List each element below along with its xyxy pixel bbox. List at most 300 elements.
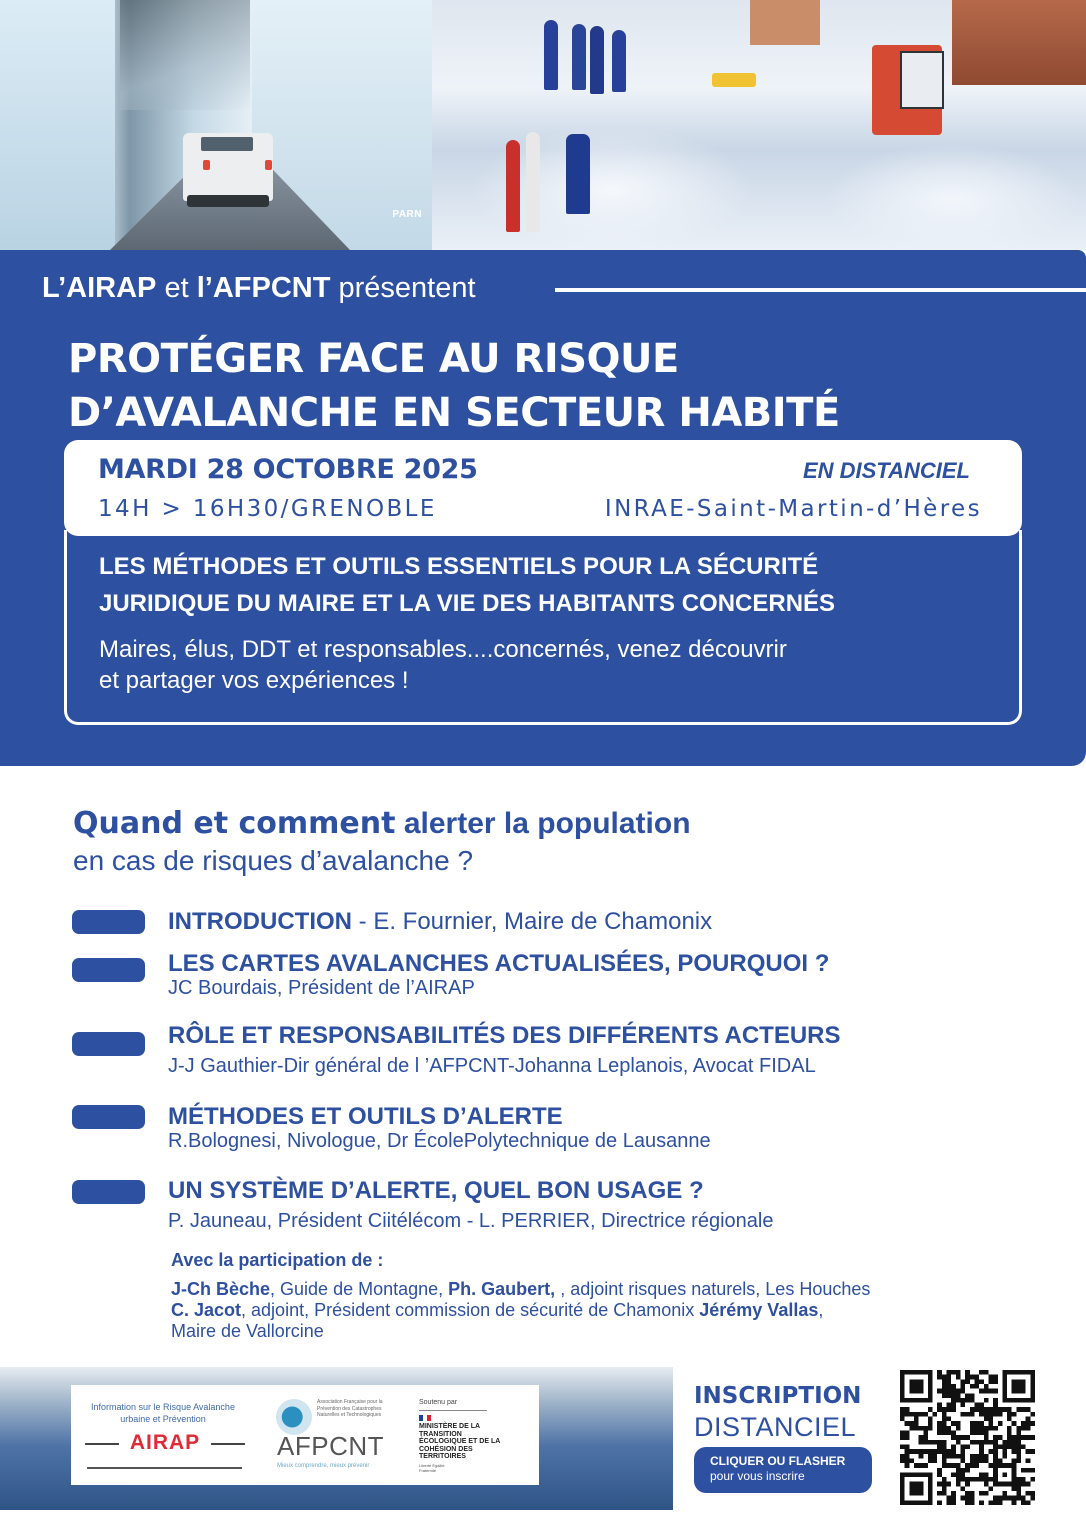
qr-module — [937, 1403, 942, 1408]
qr-module — [956, 1482, 961, 1487]
qr-module — [993, 1458, 998, 1463]
qr-module — [937, 1421, 942, 1426]
qr-module — [974, 1463, 979, 1468]
qr-module — [951, 1472, 956, 1477]
qr-module — [1021, 1426, 1026, 1431]
qr-module — [961, 1403, 966, 1408]
qr-module — [965, 1435, 970, 1440]
qr-module — [965, 1500, 970, 1505]
qr-module — [905, 1463, 910, 1468]
qr-module — [914, 1426, 919, 1431]
program-item-title: MÉTHODES ET OUTILS D’ALERTE — [168, 1103, 563, 1130]
qr-module — [1021, 1482, 1026, 1487]
qr-module — [909, 1482, 923, 1496]
afpcnt-logo: AFPCNT — [277, 1431, 384, 1461]
qr-module — [993, 1407, 998, 1412]
qr-module — [937, 1472, 942, 1477]
qr-module — [988, 1477, 993, 1482]
qr-module — [1007, 1435, 1012, 1440]
program-item-speaker: P. Jauneau, Président Ciitélécom - L. PERRIER, Directrice régionale — [168, 1210, 774, 1232]
qr-module — [951, 1393, 956, 1398]
program-item-speaker: - E. Fournier, Maire de Chamonix — [351, 908, 713, 935]
qr-module — [984, 1477, 989, 1482]
qr-module — [1030, 1449, 1035, 1454]
qr-module — [914, 1463, 919, 1468]
program-question-when: Quand — [73, 806, 183, 841]
qr-module — [900, 1454, 905, 1459]
qr-module — [928, 1440, 933, 1445]
qr-module — [1026, 1491, 1031, 1496]
qr-module — [961, 1398, 966, 1403]
event-venue: INRAE-Saint-Martin-d’Hères — [604, 496, 982, 522]
participants-label: Avec la participation de : — [171, 1250, 384, 1270]
qr-module — [951, 1463, 956, 1468]
qr-module — [956, 1421, 961, 1426]
qr-module — [937, 1370, 942, 1375]
photo-rescuer — [572, 24, 586, 90]
qr-module — [965, 1444, 970, 1449]
qr-module — [998, 1421, 1003, 1426]
qr-module — [919, 1440, 924, 1445]
qr-module — [909, 1421, 914, 1426]
photo-red-excavator — [872, 45, 942, 135]
qr-module — [961, 1477, 966, 1482]
program-item-title: LES CARTES AVALANCHES ACTUALISÉES, POURQUOI ? — [168, 950, 830, 977]
program-bullet — [72, 910, 145, 934]
registration-mode: DISTANCIEL — [694, 1412, 857, 1442]
event-time-place: 14H > 16H30/GRENOBLE — [98, 496, 437, 522]
qr-module — [937, 1468, 942, 1473]
qr-module — [1026, 1458, 1031, 1463]
qr-module — [1030, 1468, 1035, 1473]
qr-module — [988, 1389, 993, 1394]
qr-module — [993, 1496, 998, 1501]
participants-block — [171, 1250, 870, 1342]
qr-module — [900, 1417, 905, 1422]
airap-divider — [87, 1467, 242, 1469]
participant-role: , adjoint, Président commission de sécurité de Chamonix — [241, 1300, 700, 1320]
qr-module — [1021, 1421, 1026, 1426]
program-question-and: et — [182, 806, 239, 841]
qr-module — [1016, 1458, 1021, 1463]
program-question-subtitle: en cas de risques d’avalanche ? — [73, 845, 474, 876]
qr-module — [942, 1412, 947, 1417]
qr-module — [1021, 1468, 1026, 1473]
qr-module — [942, 1384, 947, 1389]
qr-module — [937, 1440, 942, 1445]
qr-module — [905, 1412, 910, 1417]
qr-module — [979, 1431, 984, 1436]
qr-module — [942, 1463, 947, 1468]
qr-module — [961, 1379, 966, 1384]
qr-module — [1026, 1468, 1031, 1473]
qr-module — [998, 1458, 1003, 1463]
qr-module — [965, 1379, 970, 1384]
qr-module — [970, 1407, 975, 1412]
registration-title: INSCRIPTION — [694, 1383, 862, 1409]
qr-module — [979, 1449, 984, 1454]
qr-module — [970, 1496, 975, 1501]
ministry-motto: Liberté Égalité Fraternité — [419, 1463, 445, 1473]
qr-module — [937, 1407, 942, 1412]
qr-module — [1007, 1444, 1012, 1449]
qr-module — [905, 1421, 910, 1426]
qr-module — [942, 1375, 947, 1380]
qr-module — [1012, 1458, 1017, 1463]
qr-module — [970, 1412, 975, 1417]
qr-module — [951, 1444, 956, 1449]
qr-module — [993, 1389, 998, 1394]
qr-module — [914, 1412, 919, 1417]
supported-by-label: Soutenu par — [419, 1399, 458, 1406]
qr-module — [928, 1454, 933, 1459]
qr-module — [1007, 1496, 1012, 1501]
qr-module — [937, 1482, 942, 1487]
qr-module — [947, 1417, 952, 1422]
qr-module — [979, 1491, 984, 1496]
qr-module — [979, 1421, 984, 1426]
qr-module — [970, 1500, 975, 1505]
qr-module — [961, 1472, 966, 1477]
qr-module — [1016, 1444, 1021, 1449]
qr-module — [961, 1435, 966, 1440]
qr-module — [900, 1444, 905, 1449]
qr-module — [914, 1449, 919, 1454]
qr-module — [988, 1440, 993, 1445]
register-button-sublabel: pour vous inscrire — [710, 1469, 805, 1483]
qr-module — [956, 1375, 961, 1380]
qr-module — [942, 1449, 947, 1454]
qr-module — [984, 1426, 989, 1431]
qr-module — [998, 1444, 1003, 1449]
qr-module — [956, 1468, 961, 1473]
qr-module — [947, 1379, 952, 1384]
qr-module — [961, 1496, 966, 1501]
qr-module — [1021, 1435, 1026, 1440]
photo-credit: PARN — [392, 209, 422, 220]
qr-module — [1012, 1421, 1017, 1426]
qr-module — [923, 1440, 928, 1445]
event-title — [68, 332, 840, 440]
event-date: MARDI 28 OCTOBRE 2025 — [98, 454, 478, 485]
qr-module — [951, 1389, 956, 1394]
event-headline-line2: JURIDIQUE DU MAIRE ET LA VIE DES HABITANTS CONCERNÉS — [99, 590, 836, 617]
event-headline — [99, 548, 835, 622]
qr-module — [974, 1458, 979, 1463]
qr-module — [961, 1486, 966, 1491]
qr-module — [1030, 1421, 1035, 1426]
qr-module — [970, 1477, 975, 1482]
qr-module — [1012, 1449, 1017, 1454]
qr-module — [956, 1472, 961, 1477]
participant-role: Maire de Vallorcine — [171, 1321, 324, 1341]
qr-module — [970, 1454, 975, 1459]
qr-module — [905, 1458, 910, 1463]
photo-rescuer — [544, 20, 558, 90]
qr-code-icon — [900, 1370, 1035, 1505]
qr-module — [951, 1421, 956, 1426]
qr-module — [979, 1440, 984, 1445]
qr-module — [905, 1407, 910, 1412]
qr-module — [970, 1421, 975, 1426]
qr-module — [993, 1375, 998, 1380]
qr-module — [1016, 1454, 1021, 1459]
participant-name: Ph. Gaubert, — [448, 1279, 561, 1299]
qr-module — [988, 1417, 993, 1422]
qr-module — [942, 1389, 947, 1394]
qr-module — [947, 1370, 952, 1375]
qr-module — [951, 1384, 956, 1389]
qr-module — [928, 1458, 933, 1463]
qr-module — [984, 1398, 989, 1403]
qr-module — [970, 1458, 975, 1463]
qr-module — [1002, 1407, 1007, 1412]
qr-module — [970, 1463, 975, 1468]
qr-module — [933, 1458, 938, 1463]
qr-module — [993, 1426, 998, 1431]
qr-module — [984, 1370, 989, 1375]
qr-module — [965, 1463, 970, 1468]
event-invitation-line2: et partager vos expériences ! — [99, 667, 409, 694]
qr-module — [970, 1491, 975, 1496]
qr-module — [923, 1463, 928, 1468]
photo-yellow-debris — [712, 73, 756, 87]
photo-pickup-truck — [183, 133, 273, 201]
qr-module — [970, 1384, 975, 1389]
qr-module — [1021, 1500, 1026, 1505]
airap-logo: AIRAP — [85, 1431, 245, 1455]
qr-module — [909, 1449, 914, 1454]
qr-module — [942, 1491, 947, 1496]
qr-module — [1002, 1491, 1007, 1496]
qr-module — [984, 1384, 989, 1389]
qr-module — [993, 1449, 998, 1454]
qr-module — [905, 1431, 910, 1436]
qr-module — [919, 1454, 924, 1459]
french-flag-icon — [419, 1415, 431, 1421]
qr-module — [984, 1412, 989, 1417]
qr-module — [951, 1496, 956, 1501]
presenter-org-airap: L’AIRAP — [42, 272, 157, 304]
qr-module — [951, 1407, 956, 1412]
qr-module — [900, 1407, 905, 1412]
qr-module — [914, 1421, 919, 1426]
qr-module — [942, 1486, 947, 1491]
qr-module — [1012, 1500, 1017, 1505]
qr-module — [923, 1426, 928, 1431]
qr-module — [1012, 1379, 1026, 1393]
qr-module — [988, 1486, 993, 1491]
qr-module — [951, 1435, 956, 1440]
qr-module — [970, 1375, 975, 1380]
qr-module — [937, 1444, 942, 1449]
event-headline-line1: LES MÉTHODES ET OUTILS ESSENTIELS POUR LA SÉCURITÉ — [99, 553, 819, 580]
afpcnt-description: Association Française pour la Prévention des Catastrophes Naturelles et Technologiques — [317, 1399, 383, 1418]
qr-module — [951, 1403, 956, 1408]
qr-module — [947, 1431, 952, 1436]
qr-module — [965, 1398, 970, 1403]
qr-module — [970, 1440, 975, 1445]
participant-role: , — [818, 1300, 824, 1320]
participant-role: , Guide de Montagne, — [270, 1279, 449, 1299]
program-question-how: comment — [238, 806, 396, 841]
program-bullet — [72, 958, 145, 982]
qr-module — [970, 1398, 975, 1403]
participant-name: Jérémy Vallas — [699, 1300, 819, 1320]
qr-module — [979, 1403, 984, 1408]
qr-module — [947, 1389, 952, 1394]
qr-module — [909, 1426, 914, 1431]
qr-module — [970, 1431, 975, 1436]
qr-module — [974, 1407, 979, 1412]
qr-module — [974, 1426, 979, 1431]
qr-module — [965, 1482, 970, 1487]
qr-module — [947, 1482, 952, 1487]
qr-module — [1016, 1496, 1021, 1501]
qr-module — [956, 1435, 961, 1440]
qr-module — [919, 1463, 924, 1468]
program-bullet — [72, 1032, 145, 1056]
qr-module — [951, 1370, 956, 1375]
qr-module — [1016, 1491, 1021, 1496]
qr-module — [961, 1458, 966, 1463]
qr-module — [947, 1426, 952, 1431]
qr-module — [956, 1477, 961, 1482]
qr-module — [998, 1435, 1003, 1440]
qr-module — [956, 1463, 961, 1468]
qr-module — [942, 1477, 947, 1482]
qr-module — [923, 1431, 928, 1436]
qr-module — [993, 1412, 998, 1417]
qr-module — [1030, 1496, 1035, 1501]
afpcnt-tagline: Mieux comprendre, mieux prévenir — [277, 1463, 370, 1469]
qr-module — [1026, 1482, 1031, 1487]
avalanche-rescue-photo — [432, 0, 1086, 250]
qr-module — [1016, 1482, 1021, 1487]
qr-module — [937, 1500, 942, 1505]
qr-module — [974, 1477, 979, 1482]
qr-module — [979, 1407, 984, 1412]
qr-module — [928, 1407, 933, 1412]
qr-module — [923, 1449, 928, 1454]
qr-module — [928, 1449, 933, 1454]
qr-module — [1007, 1407, 1012, 1412]
qr-module — [937, 1426, 942, 1431]
qr-module — [988, 1412, 993, 1417]
program-item-title: RÔLE ET RESPONSABILITÉS DES DIFFÉRENTS ACTEURS — [168, 1022, 841, 1049]
qr-module — [947, 1393, 952, 1398]
qr-module — [905, 1454, 910, 1459]
qr-module — [947, 1454, 952, 1459]
qr-module — [933, 1440, 938, 1445]
qr-module — [979, 1454, 984, 1459]
qr-module — [942, 1407, 947, 1412]
registration-qr-code[interactable] — [900, 1370, 1035, 1505]
qr-module — [942, 1440, 947, 1445]
presenter-org-afpcnt: l’AFPCNT — [196, 272, 331, 304]
airap-description: Information sur le Risque Avalanche urbaine et Prévention — [91, 1402, 235, 1424]
qr-module — [979, 1477, 984, 1482]
qr-module — [933, 1449, 938, 1454]
qr-module — [965, 1370, 970, 1375]
photo-tail-light — [265, 160, 272, 170]
event-date-card — [64, 440, 1022, 536]
qr-module — [1012, 1444, 1017, 1449]
qr-module — [909, 1412, 914, 1417]
qr-module — [919, 1449, 924, 1454]
qr-module — [947, 1496, 952, 1501]
qr-module — [961, 1449, 966, 1454]
qr-module — [984, 1417, 989, 1422]
program-item-title — [168, 908, 712, 936]
qr-module — [1030, 1491, 1035, 1496]
qr-module — [1016, 1440, 1021, 1445]
qr-module — [961, 1468, 966, 1473]
qr-module — [942, 1417, 947, 1422]
qr-module — [951, 1500, 956, 1505]
france-map-icon — [276, 1399, 312, 1435]
qr-module — [909, 1379, 923, 1393]
qr-module — [979, 1500, 984, 1505]
qr-module — [923, 1412, 928, 1417]
qr-module — [1030, 1412, 1035, 1417]
presenters-and: et — [156, 272, 197, 304]
qr-module — [947, 1500, 952, 1505]
qr-module — [1007, 1417, 1012, 1422]
qr-module — [961, 1384, 966, 1389]
photo-rescuer — [526, 132, 540, 232]
qr-module — [965, 1412, 970, 1417]
qr-module — [942, 1444, 947, 1449]
program-item-speaker: R.Bolognesi, Nivologue, Dr ÉcolePolytechnique de Lausanne — [168, 1130, 711, 1152]
qr-module — [993, 1379, 998, 1384]
qr-module — [993, 1454, 998, 1459]
event-description-box — [64, 530, 1022, 725]
qr-module — [923, 1435, 928, 1440]
event-title-line2: D’AVALANCHE EN SECTEUR HABITÉ — [68, 390, 840, 436]
program-item-title: UN SYSTÈME D’ALERTE, QUEL BON USAGE ? — [168, 1177, 704, 1204]
qr-module — [974, 1454, 979, 1459]
qr-module — [979, 1472, 984, 1477]
qr-module — [1002, 1472, 1007, 1477]
qr-module — [937, 1375, 942, 1380]
program-item-title-text: INTRODUCTION — [168, 908, 352, 935]
qr-module — [947, 1384, 952, 1389]
qr-module — [965, 1393, 970, 1398]
qr-module — [905, 1435, 910, 1440]
qr-module — [1007, 1426, 1012, 1431]
qr-module — [905, 1444, 910, 1449]
qr-module — [984, 1407, 989, 1412]
program-item-speaker: J-J Gauthier-Dir général de l ’AFPCNT-Johanna Leplanois, Avocat FIDAL — [168, 1055, 816, 1077]
qr-module — [1002, 1454, 1007, 1459]
photo-rescuer — [506, 140, 520, 232]
qr-module — [1007, 1431, 1012, 1436]
qr-module — [1012, 1496, 1017, 1501]
qr-module — [1021, 1477, 1026, 1482]
qr-module — [1007, 1412, 1012, 1417]
qr-module — [993, 1440, 998, 1445]
qr-module — [956, 1393, 961, 1398]
qr-module — [937, 1431, 942, 1436]
qr-module — [970, 1426, 975, 1431]
program-question-rest: alerter la population — [395, 807, 691, 840]
qr-module — [956, 1389, 961, 1394]
photo-snow-wall-left — [0, 0, 115, 250]
qr-module — [900, 1458, 905, 1463]
register-button[interactable] — [694, 1447, 872, 1493]
qr-module — [984, 1454, 989, 1459]
